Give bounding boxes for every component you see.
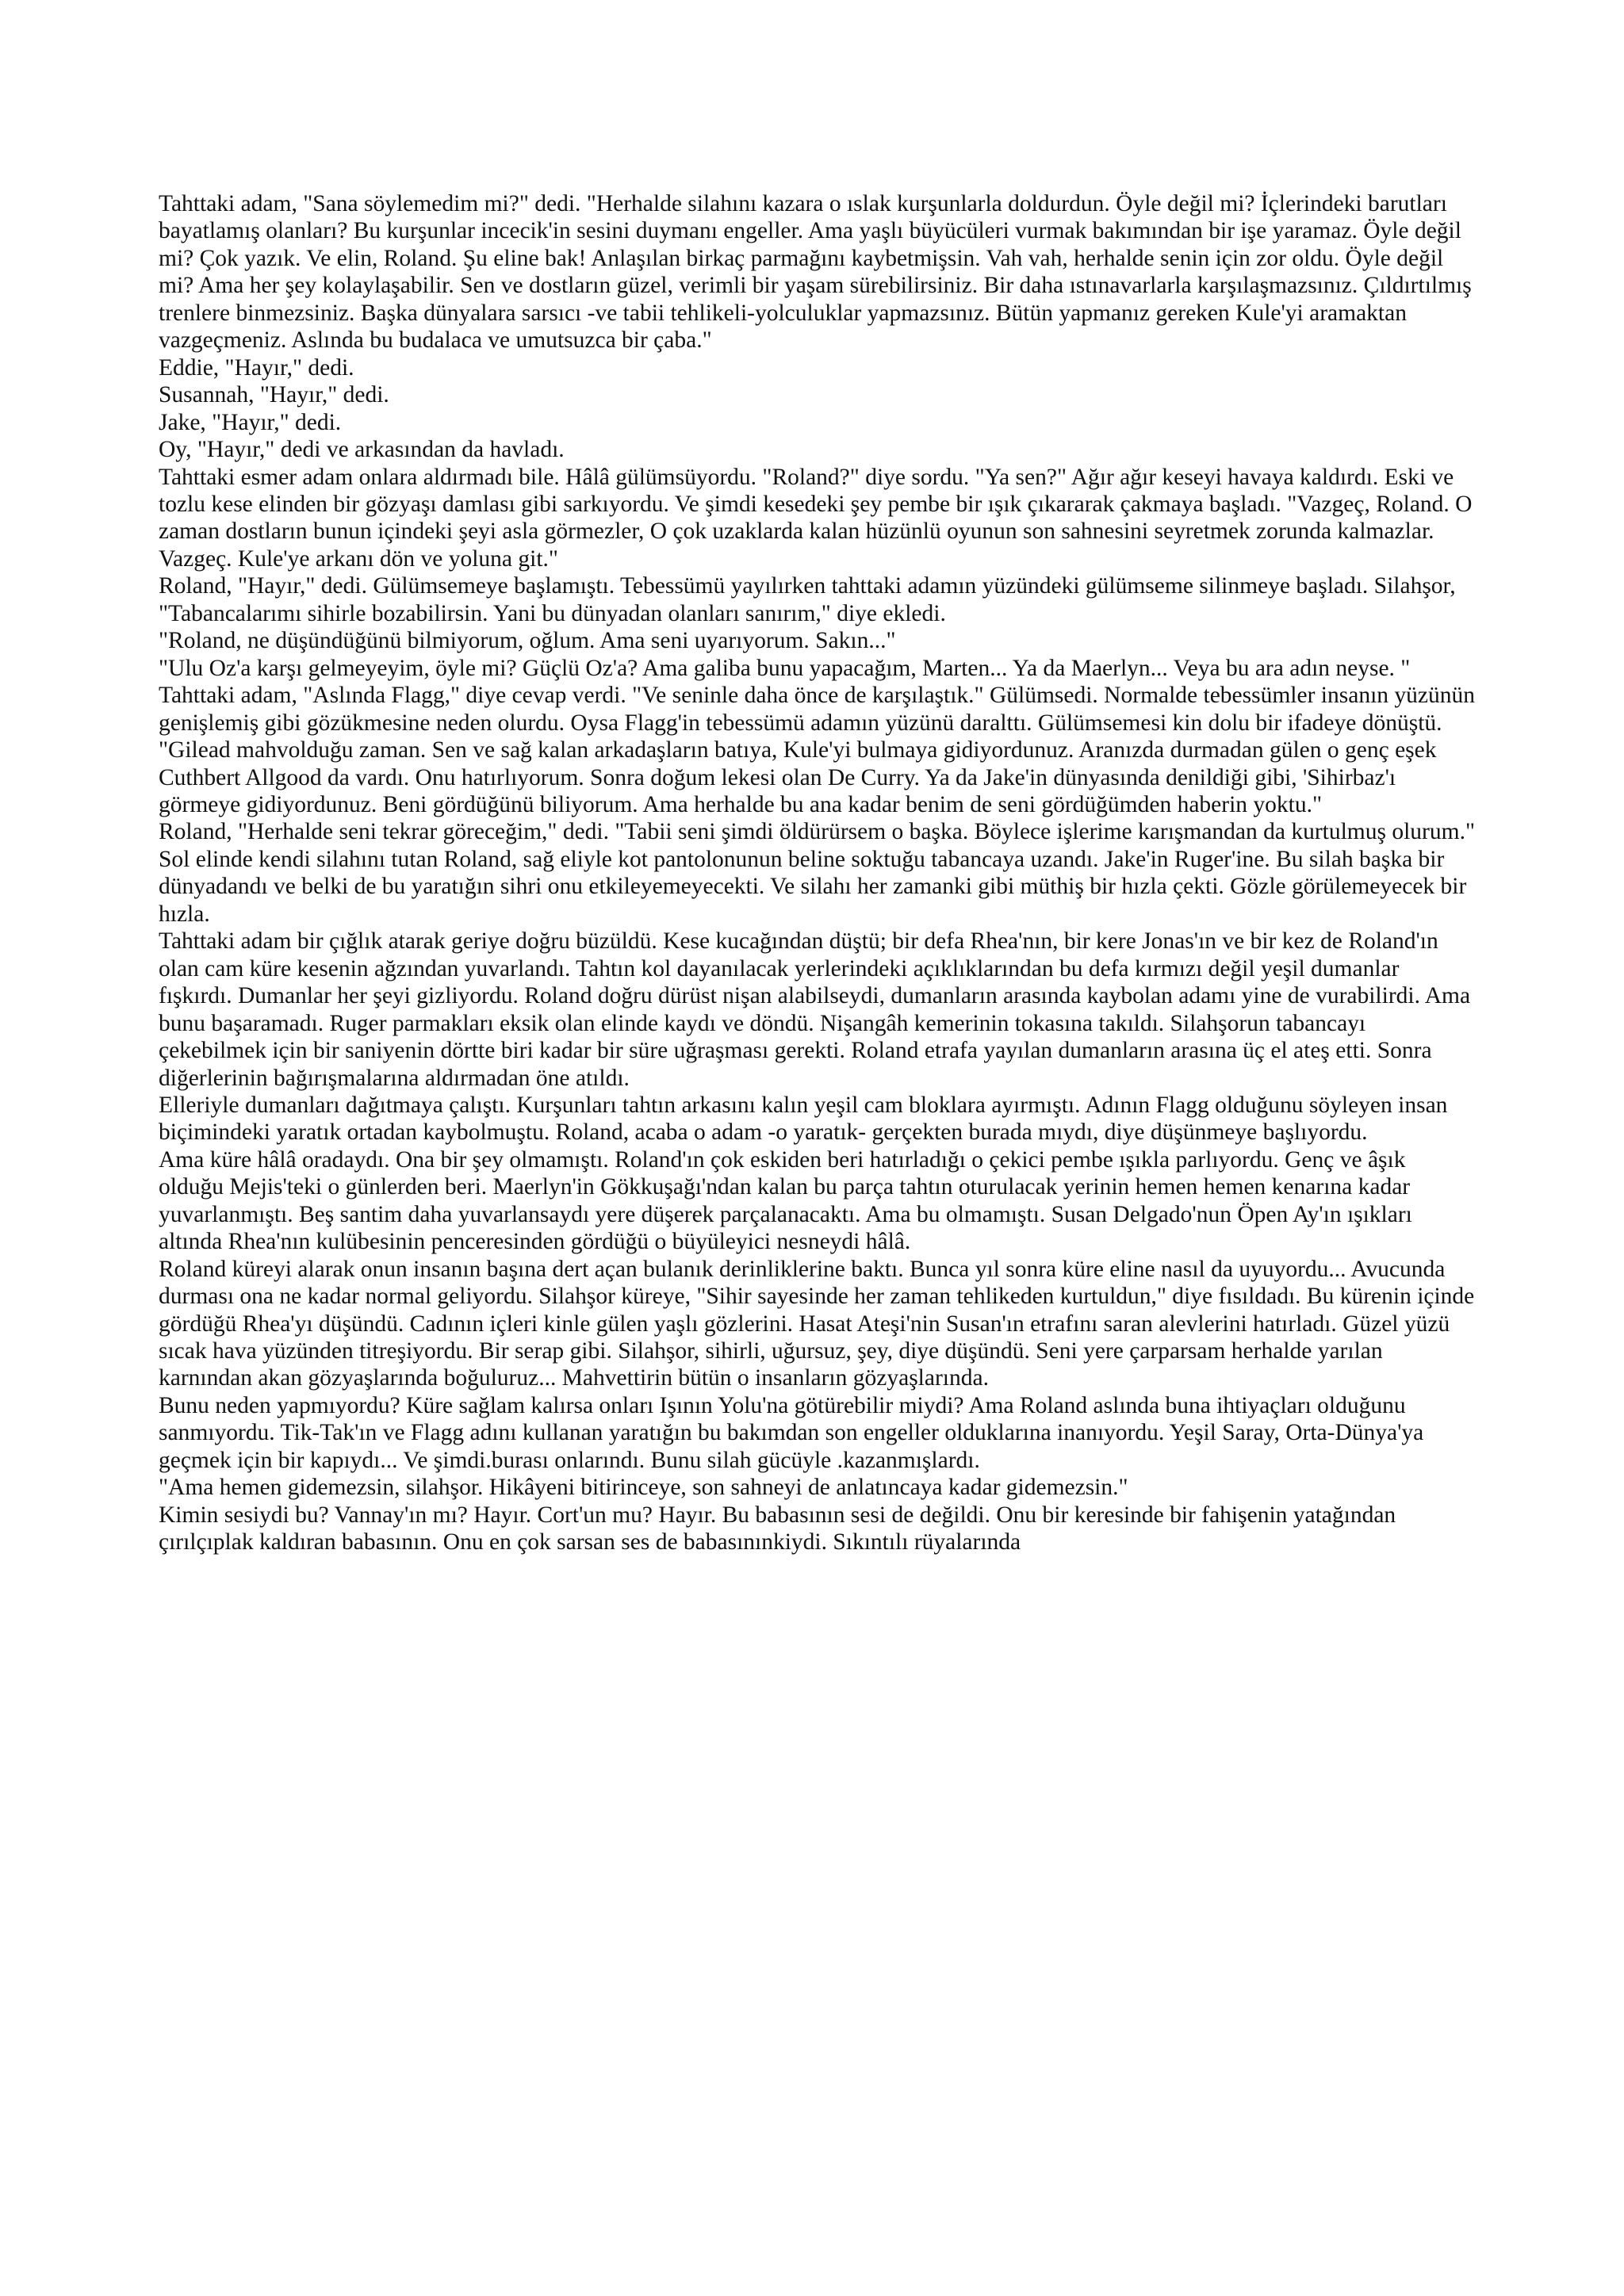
document-page: [159, 190, 1475, 1556]
paragraph: Roland, "Hayır," dedi. Gülümsemeye başlamıştı. Tebessümü yayılırken tahttaki adamın yüzündeki gülümseme silinmeye başladı. Silahşor, "Tabancalarımı sihirle bozabilirsin. Yani bu dünyadan olanları sanırım," diye ekledi.: [159, 573, 1456, 626]
paragraph: Oy, "Hayır," dedi ve arkasından da havladı.: [159, 437, 565, 463]
paragraph: Roland, "Herhalde seni tekrar göreceğim," dedi. "Tabii seni şimdi öldürürsem o başka. Böylece işlerime karışmandan da kurtulmuş olurum.": [159, 819, 1475, 845]
paragraph: "Roland, ne düşündüğünü bilmiyorum, oğlum. Ama seni uyarıyorum. Sakın...": [159, 628, 896, 654]
paragraph: Elleriyle dumanları dağıtmaya çalıştı. Kurşunları tahtın arkasını kalın yeşil cam bloklara ayırmıştı. Adının Flagg olduğunu söyleyen insan biçimindeki yaratık ortadan kaybolmuştu. Roland, acaba o adam -o yaratık- gerçekten burada mıydı, diye düşünmeye başlıyordu.: [159, 1092, 1448, 1146]
paragraph: Bunu neden yapmıyordu? Küre sağlam kalırsa onları Işının Yolu'na götürebilir miydi? Ama Roland aslında buna ihtiyaçları olduğunu sanmıyordu. Tik-Tak'ın ve Flagg adını kullanan yaratığın bu bakımdan son engeller olduklarına inanıyordu. Yeşil Saray, Orta-Dünya'ya geçmek için bir kapıydı... Ve şimdi.burası onlarındı. Bunu silah gücüyle .kazanmışlardı.: [159, 1392, 1424, 1473]
paragraph: Eddie, "Hayır," dedi.: [159, 354, 354, 381]
paragraph: Tahttaki esmer adam onlara aldırmadı bile. Hâlâ gülümsüyordu. "Roland?" diye sordu. "Ya sen?" Ağır ağır keseyi havaya kaldırdı. Eski ve tozlu kese elinden bir gözyaşı damlası gibi sarkıyordu. Ve şimdi kesedeki şey pembe bir ışık çıkararak çakmaya başladı. "Vazgeç, Roland. O zaman dostların bunun içindeki şeyi asla görmezler, O çok uzaklarda kalan hüzünlü oyunun son sahnesini seyretmek zorunda kalmazlar. Vazgeç. Kule'ye arkanı dön ve yoluna git.": [159, 464, 1473, 572]
paragraph: Tahttaki adam, "Sana söylemedim mi?" dedi. "Herhalde silahını kazara o ıslak kurşunlarla doldurdun. Öyle değil mi? İçlerindeki barutları bayatlamış olanları? Bu kurşunlar incecik'in sesini duymanı engeller. Ama yaşlı büyücüleri vurmak bakımından bir işe yaramaz. Öyle değil mi? Çok yazık. Ve elin, Roland. Şu eline bak! Anlaşılan birkaç parmağını kaybetmişsin. Vah vah, herhalde senin için zor oldu. Öyle değil mi? Ama her şey kolaylaşabilir. Sen ve dostların güzel, verimli bir yaşam sürebilirsiniz. Bir daha ıstınavarlarla karşılaşmazsınız. Çıldırtılmış trenlere binmezsiniz. Başka dünyalara sarsıcı -ve tabii tehlikeli-yolculuklar yapmazsınız. Bütün yapmanız gereken Kule'yi aramaktan vazgeçmeniz. Aslında bu budalaca ve umutsuzca bir çaba.": [159, 191, 1472, 354]
paragraph: Kimin sesiydi bu? Vannay'ın mı? Hayır. Cort'un mu? Hayır. Bu babasının sesi de değildi. Onu bir keresinde bir fahişenin yatağından çırılçıplak kaldıran babasının. Onu en çok sarsan ses de babasınınkiydi. Sıkıntılı rüyalarında: [159, 1502, 1396, 1556]
paragraph: Tahttaki adam bir çığlık atarak geriye doğru büzüldü. Kese kucağından düştü; bir defa Rhea'nın, bir kere Jonas'ın ve bir kez de Roland'ın olan cam küre kesenin ağzından yuvarlandı. Tahtın kol dayanılacak yerlerindeki açıklıklarından bu defa kırmızı değil yeşil dumanlar fışkırdı. Dumanlar her şeyi gizliyordu. Roland doğru dürüst nişan alabilseydi, dumanların arasında kaybolan adamı yine de vurabilirdi. Ama bunu başaramadı. Ruger parmakları eksik olan elinde kaydı ve döndü. Nişangâh kemerinin tokasına takıldı. Silahşorun tabancayı çekebilmek için bir saniyenin dörtte biri kadar bir süre uğraşması gerekti. Roland etrafa yayılan dumanların arasına üç el ateş etti. Sonra diğerlerinin bağırışmalarına aldırmadan öne atıldı.: [159, 928, 1471, 1091]
paragraph: Jake, "Hayır," dedi.: [159, 409, 342, 435]
paragraph: Roland küreyi alarak onun insanın başına dert açan bulanık derinliklerine baktı. Bunca yıl sonra küre eline nasıl da uyuyordu... Avucunda durması ona ne kadar normal geliyordu. Silahşor küreye, "Sihir sayesinde her zaman tehlikeden kurtuldun," diye fısıldadı. Bu kürenin içinde gördüğü Rhea'yı düşündü. Cadının içleri kinle gülen yaşlı gözlerini. Hasat Ateşi'nin Susan'ın etrafını saran alevlerini hatırladı. Güzel yüzü sıcak hava yüzünden titreşiyordu. Bir serap gibi. Silahşor, sihirli, uğursuz, şey, diye düşündü. Seni yere çarparsam herhalde yarılan karnından akan gözyaşlarında boğuluruz... Mahvettirin bütün o insanların gözyaşlarında.: [159, 1256, 1475, 1391]
paragraph: Susannah, "Hayır," dedi.: [159, 382, 389, 408]
paragraph: "Ulu Oz'a karşı gelmeyeyim, öyle mi? Güçlü Oz'a? Ama galiba bunu yapacağım, Marten... Ya da Maerlyn... Veya bu ara adın neyse. ": [159, 655, 1411, 681]
paragraph: Sol elinde kendi silahını tutan Roland, sağ eliyle kot pantolonunun beline soktuğu tabancaya uzandı. Jake'in Ruger'ine. Bu silah başka bir dünyadandı ve belki de bu yaratığın sihri onu etkileyemeyecekti. Ve silahı her zamanki gibi müthiş bir hızla çekti. Gözle görülemeyecek bir hızla.: [159, 846, 1467, 927]
paragraph: "Ama hemen gidemezsin, silahşor. Hikâyeni bitirinceye, son sahneyi de anlatıncaya kadar gidemezsin.": [159, 1475, 1128, 1501]
paragraph: Tahttaki adam, "Aslında Flagg," diye cevap verdi. "Ve seninle daha önce de karşılaştık." Gülümsedi. Normalde tebessümler insanın yüzünün genişlemiş gibi gözükmesine neden olurdu. Oysa Flagg'in tebessümü adamın yüzünü daralttı. Gülümsemesi kin dolu bir ifadeye dönüştü. "Gilead mahvolduğu zaman. Sen ve sağ kalan arkadaşların batıya, Kule'yi bulmaya gidiyordunuz. Aranızda durmadan gülen o genç eşek Cuthbert Allgood da vardı. Onu hatırlıyorum. Sonra doğum lekesi olan De Curry. Ya da Jake'in dünyasında denildiği gibi, 'Sihirbaz'ı görmeye gidiyordunuz. Beni gördüğünü biliyorum. Ama herhalde bu ana kadar benim de seni gördüğümden haberin yoktu.": [159, 683, 1475, 817]
paragraph: Ama küre hâlâ oradaydı. Ona bir şey olmamıştı. Roland'ın çok eskiden beri hatırladığı o çekici pembe ışıkla parlıyordu. Genç ve âşık olduğu Mejis'teki o günlerden beri. Maerlyn'in Gökkuşağı'ndan kalan bu parça tahtın oturulacak yerinin hemen hemen kenarına kadar yuvarlanmıştı. Beş santim daha yuvarlansaydı yere düşerek parçalanacaktı. Ama bu olmamıştı. Susan Delgado'nun Öpen Ay'ın ışıkları altında Rhea'nın kulübesinin penceresinden gördüğü o büyüleyici nesneydi hâlâ.: [159, 1146, 1412, 1255]
